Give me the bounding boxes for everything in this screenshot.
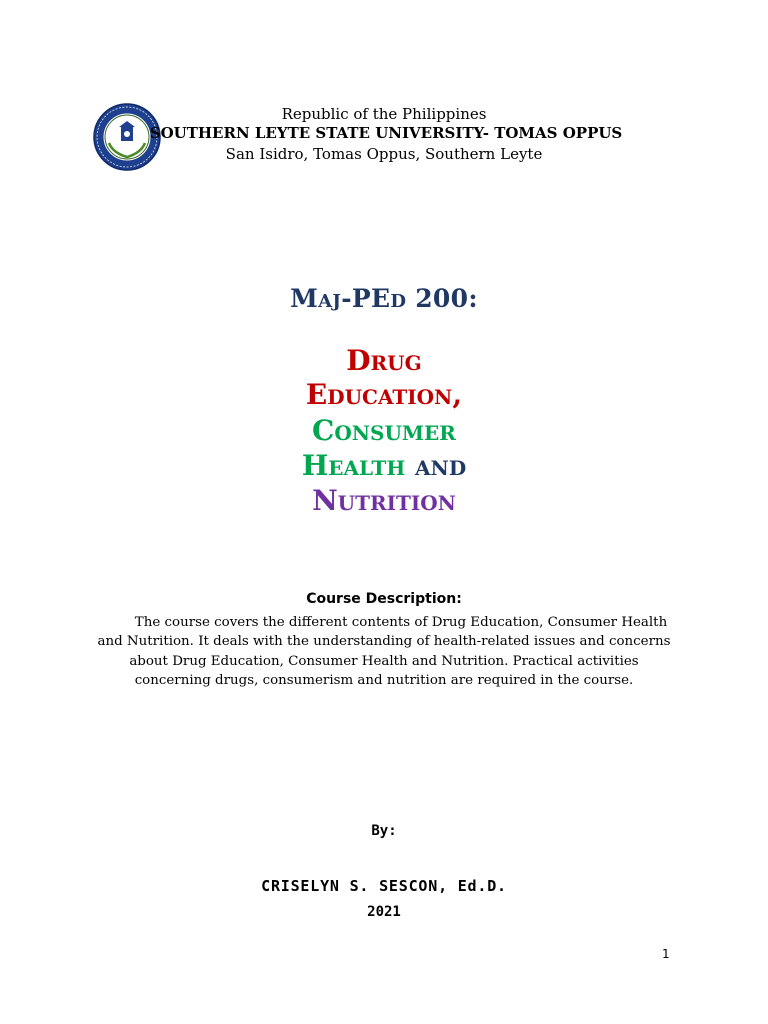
title-line-2: Education, xyxy=(305,378,463,411)
publication-year: 2021 xyxy=(367,904,401,920)
title-line-1: Drug xyxy=(346,344,422,377)
title-line-4 xyxy=(0,449,768,483)
page-number: 1 xyxy=(662,947,670,961)
title-line-3: Consumer xyxy=(312,414,456,447)
header-university: SOUTHERN LEYTE STATE UNIVERSITY- TOMAS OPPUS xyxy=(149,124,623,142)
header-republic: Republic of the Philippines xyxy=(281,105,487,123)
by-label: By: xyxy=(371,823,397,839)
title-health: Health xyxy=(301,449,406,482)
course-description-body: The course covers the different contents of Drug Education, Consumer Health and Nutrition. It deals with the understanding of health-related issues and concerns about Drug Education, Consumer Health and Nutrition. Practical activities concerning drugs, consumerism and nutrition are required in the course. xyxy=(97,615,671,689)
author-name: CRISELYN S. SESCON, Ed.D. xyxy=(261,877,507,895)
header-address: San Isidro, Tomas Oppus, Southern Leyte xyxy=(225,145,543,163)
course-description-label: Course Description: xyxy=(306,591,462,607)
title-and: and xyxy=(415,449,467,482)
course-description-text xyxy=(94,613,674,691)
title-line-5: Nutrition xyxy=(312,484,456,517)
course-code: Maj-PEd 200: xyxy=(290,284,478,313)
